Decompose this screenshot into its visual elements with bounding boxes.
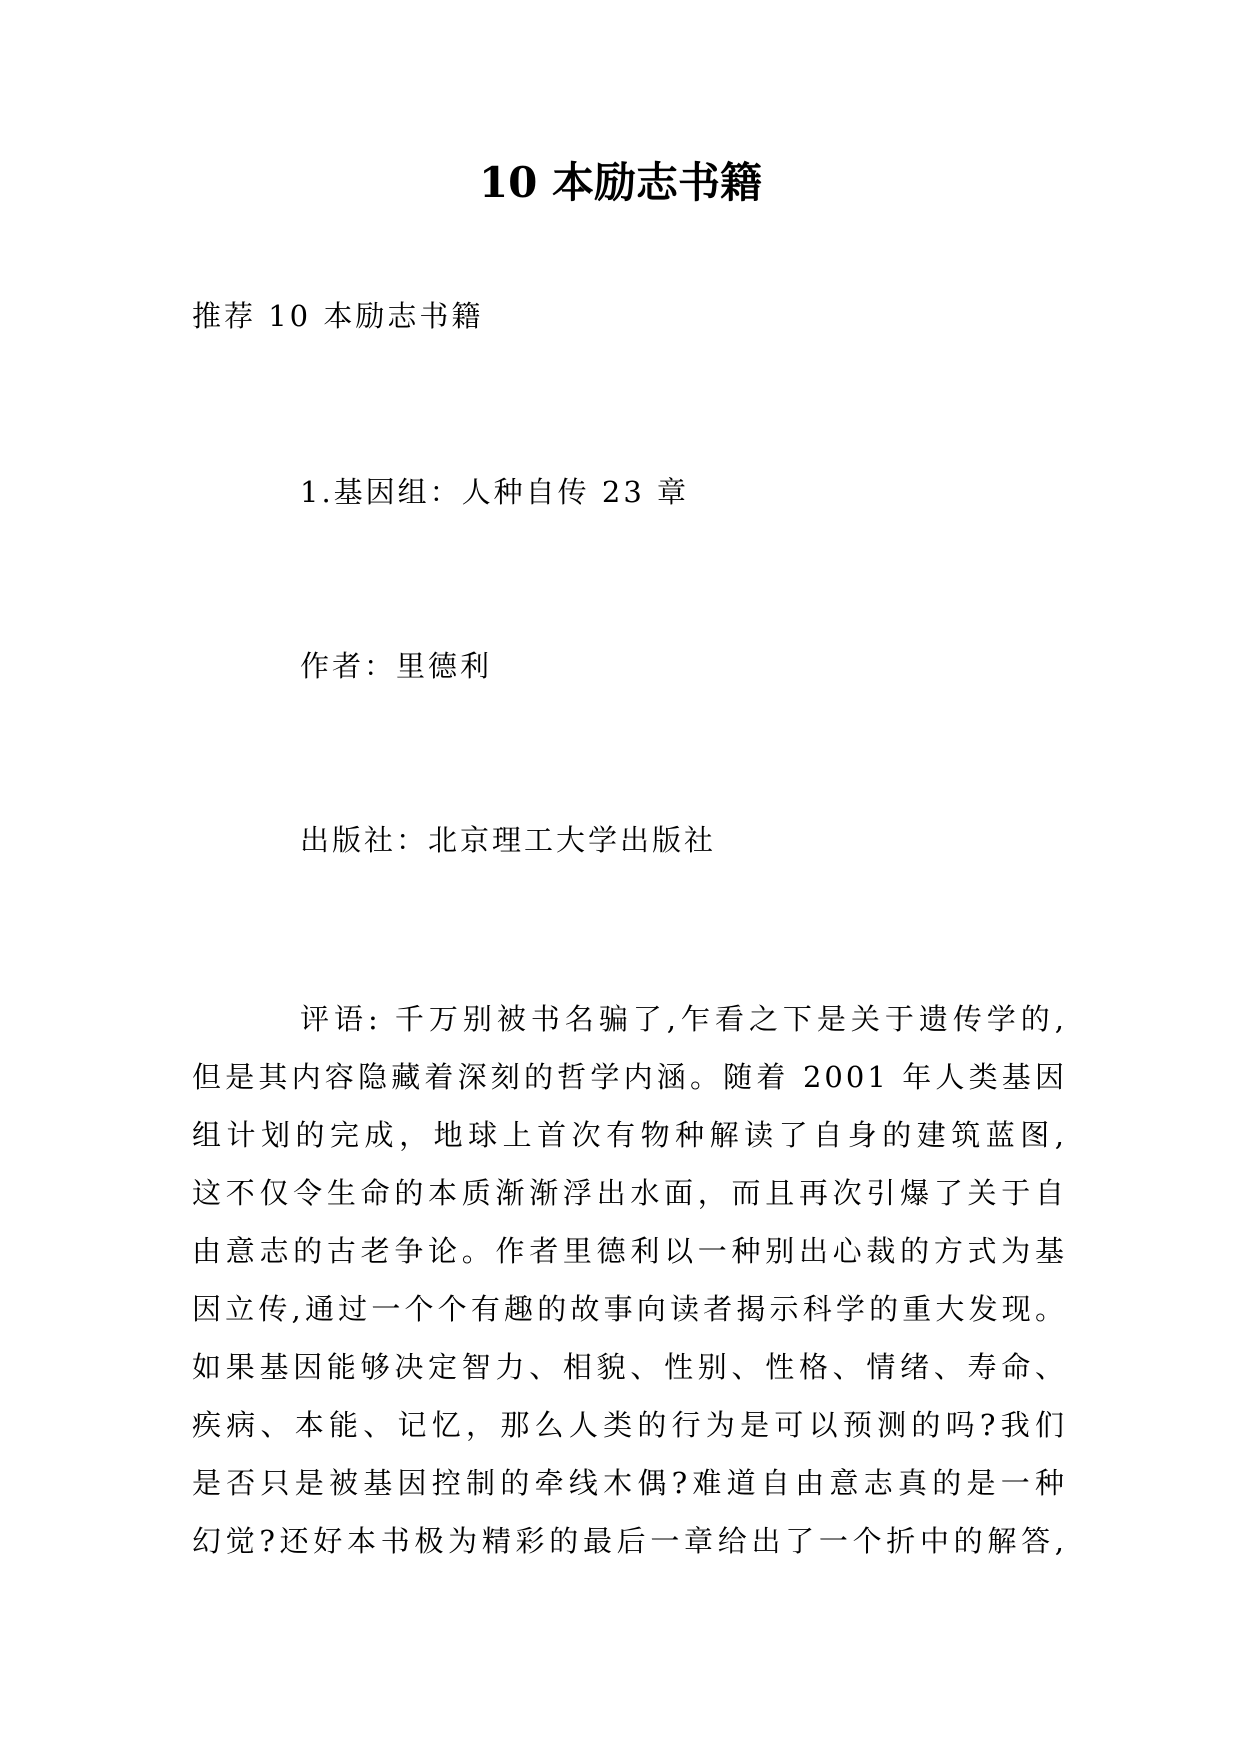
review-paragraph	[192, 990, 1067, 1570]
intro-text: 推荐 10 本励志书籍	[192, 299, 484, 333]
document-title: 10 本励志书籍	[478, 158, 763, 207]
review-line: 如果基因能够决定智力、相貌、性别、性格、情绪、寿命、	[192, 1350, 1067, 1384]
review-line: 由意志的古老争论。作者里德利以一种别出心裁的方式为基	[192, 1234, 1067, 1268]
review-line: 幻觉?还好本书极为精彩的最后一章给出了一个折中的解答,	[192, 1524, 1067, 1558]
review-line: 组计划的完成，地球上首次有物种解读了自身的建筑蓝图,	[192, 1118, 1067, 1152]
book-author: 作者：里德利	[300, 649, 493, 683]
review-line: 这不仅令生命的本质渐渐浮出水面，而且再次引爆了关于自	[192, 1176, 1067, 1210]
review-line: 疾病、本能、记忆，那么人类的行为是可以预测的吗?我们	[192, 1408, 1067, 1442]
book-title: 1.基因组：人种自传 23 章	[300, 475, 690, 509]
review-line: 评语: 千万别被书名骗了,乍看之下是关于遗传学的,	[300, 1002, 1067, 1036]
review-line: 是否只是被基因控制的牵线木偶?难道自由意志真的是一种	[192, 1466, 1067, 1500]
review-line: 但是其内容隐藏着深刻的哲学内涵。随着 2001 年人类基因	[192, 1060, 1067, 1094]
review-line: 因立传,通过一个个有趣的故事向读者揭示科学的重大发现。	[192, 1292, 1067, 1326]
book-publisher: 出版社：北京理工大学出版社	[300, 823, 717, 857]
